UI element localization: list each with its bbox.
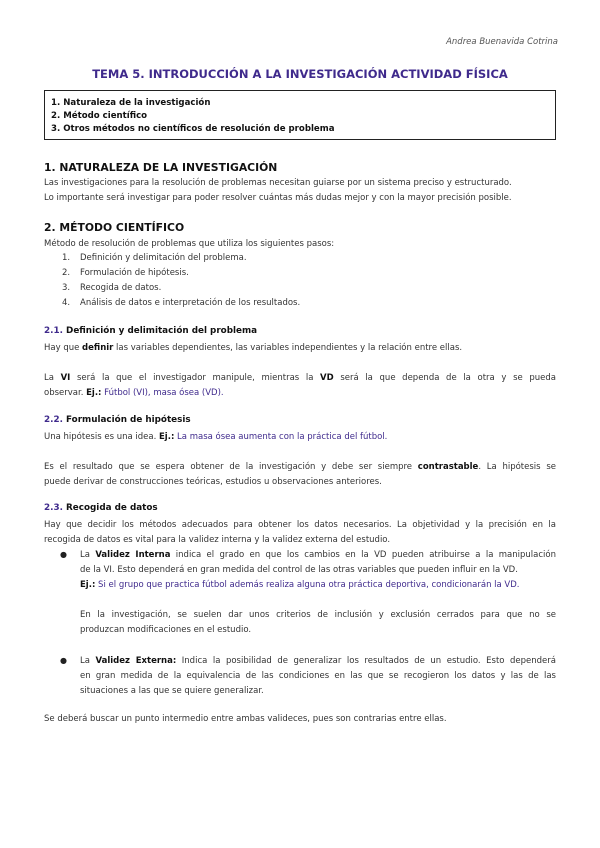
paragraph-line: Es el resultado que se espera obtener de la investigación y debe ser siempre contrastable. La hipótesis se <box>44 462 556 472</box>
paragraph-line: Una hipótesis es una idea. Ej.: La masa ósea aumenta con la práctica del fútbol. <box>44 432 388 442</box>
bullet-text: de la VI. Esto dependerá en gran medida del control de las otras variables que pueden influir en la VD. <box>80 565 518 575</box>
paragraph-line: puede derivar de construcciones teóricas, estudios u observaciones anteriores. <box>44 477 382 487</box>
bullet-text: La Validez Interna indica el grado en que los cambios en la VD pueden atribuirse a la manipulación <box>80 550 556 560</box>
author-name: Andrea Buenavida Cotrina <box>446 37 558 47</box>
bullet-text: Ej.: Si el grupo que practica fútbol además realiza alguna otra práctica deportiva, condicionarán la VD. <box>80 580 520 590</box>
subsection-2-2-heading: 2.2. Formulación de hipótesis <box>44 415 191 425</box>
section-1-line: Las investigaciones para la resolución de problemas necesitan guiarse por un sistema preciso y estructurado. <box>44 178 512 188</box>
bullet-icon: ● <box>60 656 67 665</box>
paragraph-line: Hay que definir las variables dependientes, las variables independientes y la relación entre ellas. <box>44 343 463 353</box>
bullet-text: en gran medida de la equivalencia de las condiciones en las que se recogieron los datos y las de las <box>80 671 556 681</box>
subsection-2-3-heading: 2.3. Recogida de datos <box>44 503 158 513</box>
closing-paragraph: Se deberá buscar un punto intermedio entre ambas valideces, pues son contrarias entre ellas. <box>44 714 447 724</box>
section-1-heading: 1. NATURALEZA DE LA INVESTIGACIÓN <box>44 161 278 174</box>
step-item: 3. Recogida de datos. <box>62 283 162 293</box>
subsection-2-1-heading: 2.1. Definición y delimitación del problema <box>44 326 258 336</box>
table-of-contents <box>44 90 556 140</box>
bullet-text: produzcan modificaciones en el estudio. <box>80 625 252 635</box>
section-2-intro: Método de resolución de problemas que utiliza los siguientes pasos: <box>44 239 335 249</box>
step-item: 4. Análisis de datos e interpretación de los resultados. <box>62 298 301 308</box>
step-item: 1. Definición y delimitación del problema. <box>62 253 247 263</box>
paragraph-line: La VI será la que el investigador manipule, mientras la VD será la que dependa de la otra y se pueda <box>44 373 556 383</box>
bullet-text: En la investigación, se suelen dar unos criterios de inclusión y exclusión cerrados para que no se <box>80 610 556 620</box>
bullet-icon: ● <box>60 550 67 559</box>
paragraph-line: Hay que decidir los métodos adecuados para obtener los datos necesarios. La objetividad y la precisión en la <box>44 520 556 530</box>
paragraph-line: recogida de datos es vital para la validez interna y la validez externa del estudio. <box>44 535 391 545</box>
bullet-text: La Validez Externa: Indica la posibilidad de generalizar los resultados de un estudio. Esto dependerá <box>80 656 556 666</box>
section-1-line: Lo importante será investigar para poder resolver cuántas más dudas mejor y con la mayor precisión posible. <box>44 193 512 203</box>
step-item: 2. Formulación de hipótesis. <box>62 268 189 278</box>
section-2-heading: 2. MÉTODO CIENTÍFICO <box>44 221 185 234</box>
toc-item: 2. Método científico <box>51 111 148 121</box>
bullet-text: situaciones a las que se quiere generalizar. <box>80 686 264 696</box>
toc-item: 3. Otros métodos no científicos de resolución de problema <box>51 124 335 134</box>
toc-item: 1. Naturaleza de la investigación <box>51 98 211 108</box>
paragraph-line: observar. Ej.: Fútbol (VI), masa ósea (VD). <box>44 388 224 398</box>
page-title: TEMA 5. INTRODUCCIÓN A LA INVESTIGACIÓN ACTIVIDAD FÍSICA <box>92 67 508 81</box>
